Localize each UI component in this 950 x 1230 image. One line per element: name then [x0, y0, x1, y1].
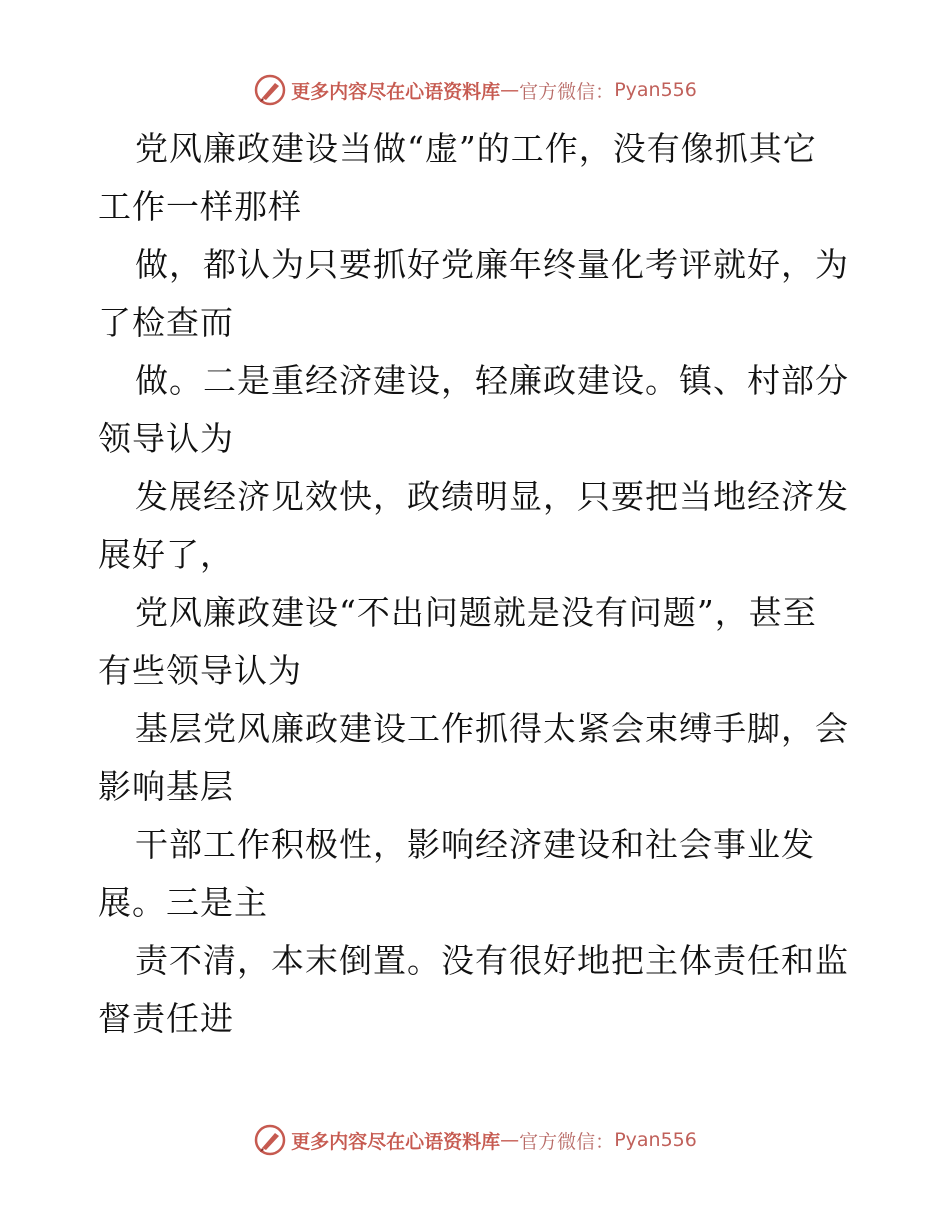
watermark-wechat-label: 官方微信： — [519, 80, 615, 103]
pen-logo-icon — [253, 1123, 287, 1157]
pen-logo-icon — [253, 73, 287, 107]
paragraph-4: 发展经济见效快，政绩明显，只要把当地经济发展好了， — [98, 477, 849, 574]
footer-watermark — [0, 1120, 950, 1160]
paragraph-8: 责不清，本末倒置。没有很好地把主体责任和监督责任进 — [98, 941, 849, 1038]
watermark-wechat-label: 官方微信： — [519, 1130, 615, 1153]
paragraph-7: 干部工作积极性，影响经济建设和社会事业发展。三是主 — [98, 825, 815, 922]
paragraph-3: 做。二是重经济建设，轻廉政建设。镇、村部分领导认为 — [98, 361, 849, 458]
watermark-wechat-id: Pyan556 — [614, 79, 697, 101]
paragraph-5: 党风廉政建设“不出问题就是没有问题”，甚至有些领导认为 — [98, 593, 817, 690]
watermark-wechat-id: Pyan556 — [614, 1129, 697, 1151]
paragraph-2: 做，都认为只要抓好党廉年终量化考评就好，为了检查而 — [98, 245, 849, 342]
paragraph-1: 党风廉政建设当做“虚”的工作，没有像抓其它工作一样那样 — [98, 129, 817, 226]
watermark-main-text: 更多内容尽在心语资料库 — [291, 1130, 501, 1153]
watermark-separator: — — [500, 79, 520, 101]
watermark-main-text: 更多内容尽在心语资料库 — [291, 80, 501, 103]
document-body — [98, 120, 850, 1048]
watermark-separator: — — [500, 1129, 520, 1151]
header-watermark — [0, 70, 950, 110]
paragraph-6: 基层党风廉政建设工作抓得太紧会束缚手脚，会影响基层 — [98, 709, 849, 806]
